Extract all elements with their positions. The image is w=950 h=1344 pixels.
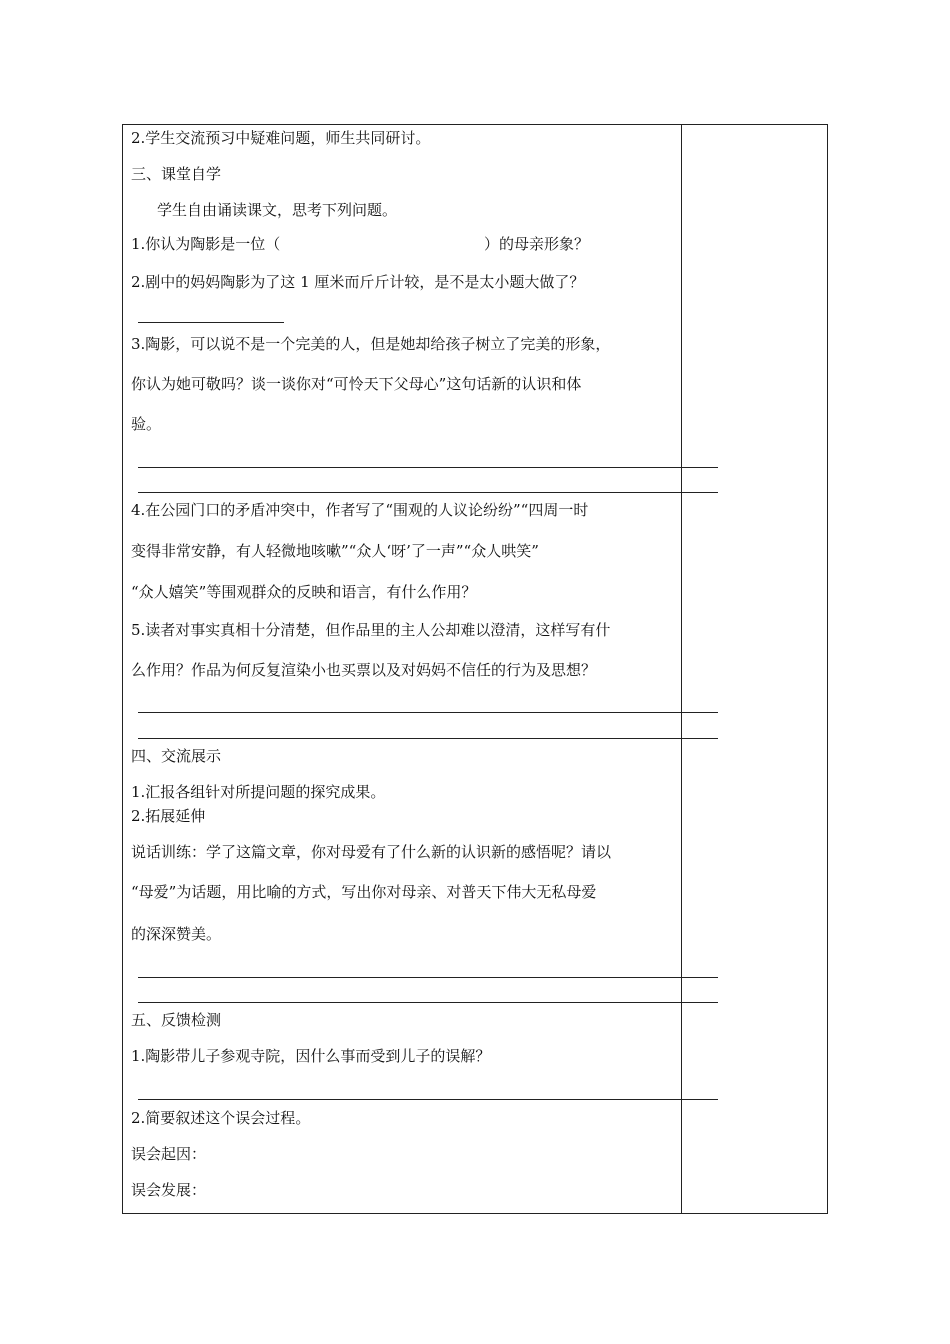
answer-line [138, 492, 718, 493]
text-line: 误会起因： [131, 1145, 207, 1163]
answer-line [138, 1002, 718, 1003]
answer-line [138, 977, 718, 978]
text-line: 变得非常安静，有人轻微地咳嗽”“众人‘呀’了一声”“众人哄笑” [131, 542, 539, 560]
text-line: 2.拓展延伸 [131, 807, 206, 825]
answer-line [138, 712, 718, 713]
question-5: 5.读者对事实真相十分清楚，但作品里的主人公却难以澄清，这样写有什 [131, 621, 611, 639]
text-line: 说话训练：学了这篇文章，你对母爱有了什么新的认识新的感悟呢？请以 [131, 843, 612, 861]
answer-line [138, 322, 284, 323]
text-line: 验。 [131, 415, 162, 433]
question-item: 2.简要叙述这个误会过程。 [131, 1109, 311, 1127]
text-line: 你认为她可敬吗？谈一谈你对“可怜天下父母心”这句话新的认识和体 [131, 375, 582, 393]
question-2: 2.剧中的妈妈陶影为了这 1 厘米而斤斤计较，是不是太小题大做了？ [131, 273, 585, 291]
text-line: 误会发展： [131, 1181, 207, 1199]
section-heading: 四、交流展示 [131, 747, 222, 765]
text-line: 2.学生交流预习中疑难问题，师生共同研讨。 [131, 129, 431, 147]
question-3: 3.陶影，可以说不是一个完美的人，但是她却给孩子树立了完美的形象， [131, 335, 611, 353]
text-line: 1.汇报各组针对所提问题的探究成果。 [131, 783, 386, 801]
answer-line [138, 738, 718, 739]
text-line: “母爱”为话题，用比喻的方式，写出你对母亲、对普天下伟大无私母爱 [131, 883, 597, 901]
answer-line [138, 1099, 718, 1100]
column-divider [681, 124, 682, 1214]
section-heading: 三、课堂自学 [131, 165, 222, 183]
text-line: 么作用？作品为何反复渲染小也买票以及对妈妈不信任的行为及思想？ [131, 661, 597, 679]
answer-line [138, 467, 718, 468]
text-line: 的深深赞美。 [131, 925, 222, 943]
question-1-start: 1.你认为陶影是一位（ [131, 235, 281, 253]
question-item: 1.陶影带儿子参观寺院，因什么事而受到儿子的误解？ [131, 1047, 491, 1065]
question-1-end: ）的母亲形象？ [484, 235, 590, 253]
text-line: “众人嬉笑”等围观群众的反映和语言，有什么作用？ [131, 583, 477, 601]
text-line: 学生自由诵读课文，思考下列问题。 [157, 201, 398, 219]
question-4: 4.在公园门口的矛盾冲突中，作者写了“围观的人议论纷纷”“四周一时 [131, 501, 589, 519]
section-heading: 五、反馈检测 [131, 1011, 222, 1029]
